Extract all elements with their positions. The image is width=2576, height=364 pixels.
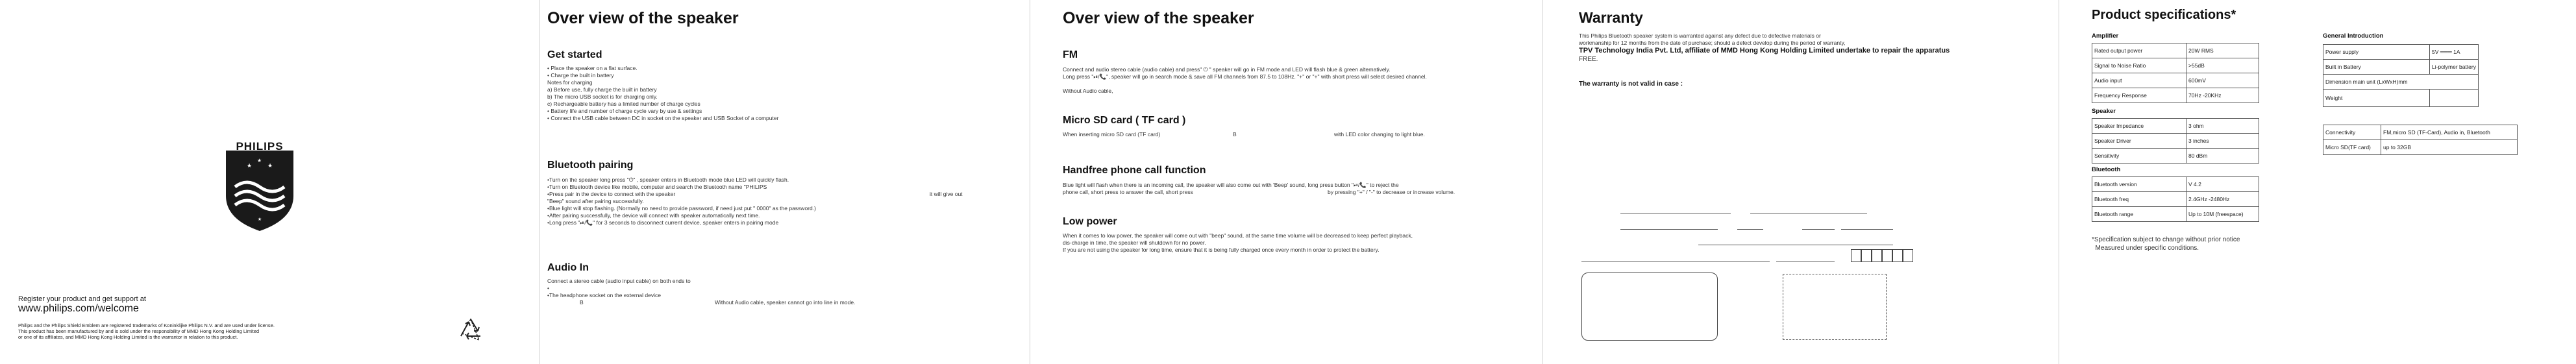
footnote: Measured under specific conditions.	[2092, 245, 2199, 252]
table-row	[2092, 119, 2259, 134]
text-line: TPV Technology India Pvt. Ltd, affiliate of MMD Hong Kong Holding Limited undertake to repair the apparatus	[1579, 47, 1950, 55]
spec-value: 3 inches	[2186, 134, 2259, 149]
spec-value: 3 ohm	[2186, 119, 2259, 134]
svg-text:★: ★	[247, 163, 253, 169]
text-line: a) Before use, fully charge the built in battery	[547, 86, 657, 93]
spec-label: Bluetooth version	[2092, 177, 2186, 192]
spec-value: FM,micro SD (TF-Card), Audio in, Bluetooth	[2381, 125, 2518, 140]
spec-label: Rated output power	[2092, 43, 2186, 58]
text-line: Connect and audio stereo cable (audio cable) and press" ⏻ " speaker will go in FM mode and LED will flash blue & green alternatively.	[1063, 66, 1391, 73]
table-row	[2092, 149, 2259, 164]
table-row	[2092, 192, 2259, 207]
spec-label: Speaker Impedance	[2092, 119, 2186, 134]
section-heading-audio-in: Audio In	[547, 262, 589, 273]
section-heading-fm: FM	[1063, 49, 1078, 60]
form-digit-box[interactable]	[1872, 249, 1882, 262]
text-line: When inserting micro SD card (TF card)	[1063, 131, 1161, 138]
table-row	[2092, 134, 2259, 149]
text-line: Without Audio cable, speaker cannot go into line in mode.	[715, 299, 856, 306]
form-digit-box[interactable]	[1861, 249, 1872, 262]
page-title: Over view of the speaker	[547, 9, 739, 27]
table-row	[2323, 45, 2479, 60]
spec-value: 80 dBm	[2186, 149, 2259, 164]
form-digit-box[interactable]	[1882, 249, 1892, 262]
spec-value: 5V ═══ 1A	[2429, 45, 2478, 60]
text-line: Blue light will flash when there is an incoming call, the speaker will also come out with 'Beep' sound, long press button "⏯/📞" to reject the	[1063, 182, 1399, 188]
spec-value: 600mV	[2186, 73, 2259, 88]
text-line: with LED color changing to light blue.	[1334, 131, 1425, 138]
spec-table-general	[2323, 44, 2479, 107]
section-heading-low-power: Low power	[1063, 216, 1117, 227]
legal-line: This product has been manufactured by and is sold under the responsibility of MMD Hong Kong Holding Limited	[18, 328, 260, 334]
page-title: Over view of the speaker	[1063, 9, 1254, 27]
spec-value: V 4.2	[2186, 177, 2259, 192]
spec-label: Built in Battery	[2323, 60, 2430, 75]
section-heading-micro-sd: Micro SD card ( TF card )	[1063, 115, 1186, 126]
table-row	[2092, 88, 2259, 103]
text-line: • Battery life and number of charge cycle vary by use & settings	[547, 108, 702, 114]
spec-value: 70Hz -20KHz	[2186, 88, 2259, 103]
spec-label: Signal to Noise Ratio	[2092, 58, 2186, 73]
section-heading-handfree: Handfree phone call function	[1063, 165, 1206, 176]
spec-table-speaker	[2092, 118, 2259, 164]
text-line: The warranty is not valid in case :	[1579, 80, 1683, 88]
text-line: Notes for charging	[547, 79, 593, 86]
table-row	[2323, 125, 2518, 140]
spec-label: Bluetooth freq	[2092, 192, 2186, 207]
text-line: Without Audio cable,	[1063, 88, 1113, 94]
text-line: • Charge the built in battery	[547, 72, 614, 79]
spec-value: 20W RMS	[2186, 43, 2259, 58]
text-line: "Beep" sound after pairing successfully.	[547, 198, 644, 204]
form-digit-box[interactable]	[1892, 249, 1903, 262]
table-row	[2323, 60, 2479, 75]
cover-panel	[0, 0, 539, 364]
text-line: Connect a stereo cable (audio input cable) on both ends to	[547, 278, 691, 284]
text-line: dis-charge in time, the speaker will shutdown for no power.	[1063, 239, 1206, 246]
text-line: When it comes to low power, the speaker will come out with "beep" sound, at the same time volume will be decreased to keep perfect playback,	[1063, 232, 1413, 239]
specifications-panel	[2059, 0, 2576, 364]
spec-label: Weight	[2323, 90, 2430, 107]
text-line: If you are not using the speaker for long time, ensure that it is being fully charged once every month in order to protect the battery.	[1063, 247, 1380, 253]
form-line	[1841, 229, 1893, 230]
spec-value: Li-polymer battery	[2429, 60, 2478, 75]
text-line: •Blue light will stop flashing. (Normally no need to provide password, if need just put " 0000" as the password.)	[547, 205, 816, 212]
text-line: phone call, short press to answer the call, short press	[1063, 189, 1193, 195]
svg-text:★: ★	[257, 158, 262, 164]
spec-value	[2429, 90, 2478, 107]
register-text: Register your product and get support at	[18, 295, 146, 303]
spec-heading-amplifier: Amplifier	[2092, 32, 2119, 40]
text-line: FREE.	[1579, 56, 1598, 63]
form-line	[1620, 229, 1718, 230]
spec-heading-bluetooth: Bluetooth	[2092, 166, 2121, 173]
spec-label: Sensitivity	[2092, 149, 2186, 164]
table-row	[2323, 90, 2479, 107]
table-row	[2323, 75, 2479, 90]
table-row	[2092, 207, 2259, 222]
legal-line: or one of its affiliates, and MMD Hong Kong Holding Limited is the warrantor in relation to this product.	[18, 334, 238, 340]
text-line: c) Rechargeable battery has a limited number of charge cycles	[547, 101, 700, 107]
text-line: b) The micro USB socket is for charging only.	[547, 93, 658, 100]
text-line: •Turn on the speaker long press "⏻" , speaker enters in Bluetooth mode blue LED will quickly flash.	[547, 176, 789, 183]
spec-label: Dimension main unit (LxWxH)mm	[2323, 75, 2479, 90]
stamp-box	[1783, 274, 1887, 340]
spec-label: Bluetooth range	[2092, 207, 2186, 222]
overview-panel-2	[1030, 0, 1542, 364]
brand-wordmark: PHILIPS	[236, 140, 284, 152]
table-row	[2092, 73, 2259, 88]
spec-heading-general: General Introduction	[2323, 32, 2384, 40]
spec-label: Power supply	[2323, 45, 2430, 60]
section-heading-bluetooth-pairing: Bluetooth pairing	[547, 160, 634, 171]
spec-table-amplifier	[2092, 43, 2259, 103]
spec-table-bluetooth	[2092, 176, 2259, 222]
text-line: • Place the speaker on a flat surface.	[547, 65, 638, 71]
section-heading-get-started: Get started	[547, 49, 602, 60]
overview-panel-1	[539, 0, 1030, 364]
text-line: This Philips Bluetooth speaker system is warranted against any defect due to defective materials or	[1579, 32, 1821, 39]
text-line: •Press pair in the device to connect with the speaker	[547, 191, 676, 197]
spec-label: Micro SD(TF card)	[2323, 140, 2381, 155]
text-line: • Connect the USB cable between DC in socket on the speaker and USB Socket of a computer	[547, 115, 779, 121]
spec-heading-speaker: Speaker	[2092, 108, 2116, 115]
text-line: •Turn on Bluetooth device like mobile, computer and search the Bluetooth name "PHILIPS	[547, 184, 767, 190]
page-title: Warranty	[1579, 9, 1643, 26]
text-line: •Long press "⏯/📞" for 3 seconds to disconnect current device, speaker enters in pairing mode	[547, 219, 779, 226]
text-line: Long press "⏯/📞", speaker will go in search mode & save all FM channels from 87.5 to 108Hz. "+" or "+" with short press will select desired channel.	[1063, 73, 1427, 80]
legal-line: Philips and the Philips Shield Emblem are registered trademarks of Koninklijke Philips N.V. and are used under license.	[18, 322, 275, 328]
text-line: by pressing "+" / "-" to decrease or increase volume.	[1328, 189, 1455, 195]
page-title: Product specifications*	[2092, 8, 2236, 22]
text-line: •The headphone socket on the external device	[547, 292, 661, 298]
spec-value: up to 32GB	[2381, 140, 2518, 155]
table-row	[2092, 58, 2259, 73]
text-line: B	[580, 299, 584, 306]
text-line: •	[547, 285, 549, 291]
text-line: B	[1233, 131, 1237, 138]
table-row	[2323, 140, 2518, 155]
spec-label: Audio input	[2092, 73, 2186, 88]
footnote: *Specification subject to change without prior notice	[2092, 236, 2240, 243]
text-line: workmanship for 12 months from the date of purchase; should a defect develop during the period of warranty,	[1579, 40, 1846, 46]
register-url[interactable]: www.philips.com/welcome	[18, 303, 139, 314]
svg-text:★: ★	[267, 163, 273, 169]
warranty-panel	[1542, 0, 2059, 364]
spec-table-connectivity	[2323, 125, 2518, 155]
spec-value: 2.4GHz -2480Hz	[2186, 192, 2259, 207]
spec-label: Frequency Response	[2092, 88, 2186, 103]
text-line: it will give out	[930, 191, 963, 197]
form-line	[1737, 229, 1763, 230]
spec-value: Up to 10M (freespace)	[2186, 207, 2259, 222]
recycle-icon	[454, 317, 487, 345]
spec-label: Connectivity	[2323, 125, 2381, 140]
table-row	[2092, 177, 2259, 192]
form-digit-box[interactable]	[1851, 249, 1861, 262]
text-line: •After pairing successfully, the device will connect with speaker automatically next time.	[547, 212, 760, 219]
form-line	[1802, 229, 1835, 230]
table-row	[2092, 43, 2259, 58]
spec-label: Speaker Driver	[2092, 134, 2186, 149]
spec-value: >55dB	[2186, 58, 2259, 73]
svg-text:★: ★	[257, 217, 262, 222]
form-digit-box[interactable]	[1903, 249, 1913, 262]
signature-box	[1581, 273, 1718, 341]
